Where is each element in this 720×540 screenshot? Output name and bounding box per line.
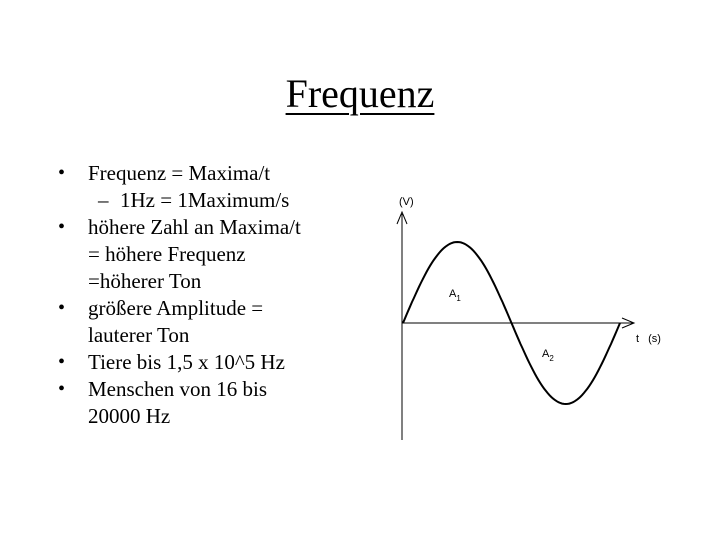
sub-bullet-text: 1Hz = 1Maximum/s <box>120 188 290 212</box>
bullet-dot: • <box>58 162 66 184</box>
bullet-text: lauterer Ton <box>88 323 190 347</box>
bullet-dot: • <box>58 216 66 238</box>
bullet-text: höhere Zahl an Maxima/t <box>88 215 301 239</box>
bullet-text: = höhere Frequenz <box>88 242 246 266</box>
bullet-text: Frequenz = Maxima/t <box>88 161 271 185</box>
bullet-text: Menschen von 16 bis <box>88 377 268 401</box>
amplitude-1-label: $A_1$ <box>449 288 461 303</box>
amplitude-2-label: $A_2$ <box>542 348 554 363</box>
bullet-dot: • <box>58 351 66 373</box>
bullet-dot: • <box>58 297 66 319</box>
slide-title: Frequenz <box>285 71 435 116</box>
y-axis-label: (V) <box>399 196 414 208</box>
sub-bullet-dash: – <box>98 188 109 212</box>
bullet-text: 20000 Hz <box>88 404 171 428</box>
x-axis-label: t (s) <box>636 333 661 345</box>
bullet-text: Tiere bis 1,5 x 10^5 Hz <box>88 350 285 374</box>
bullet-text: =höherer Ton <box>88 269 202 293</box>
bullet-dot: • <box>58 378 66 400</box>
bullet-text: größere Amplitude = <box>88 296 264 320</box>
